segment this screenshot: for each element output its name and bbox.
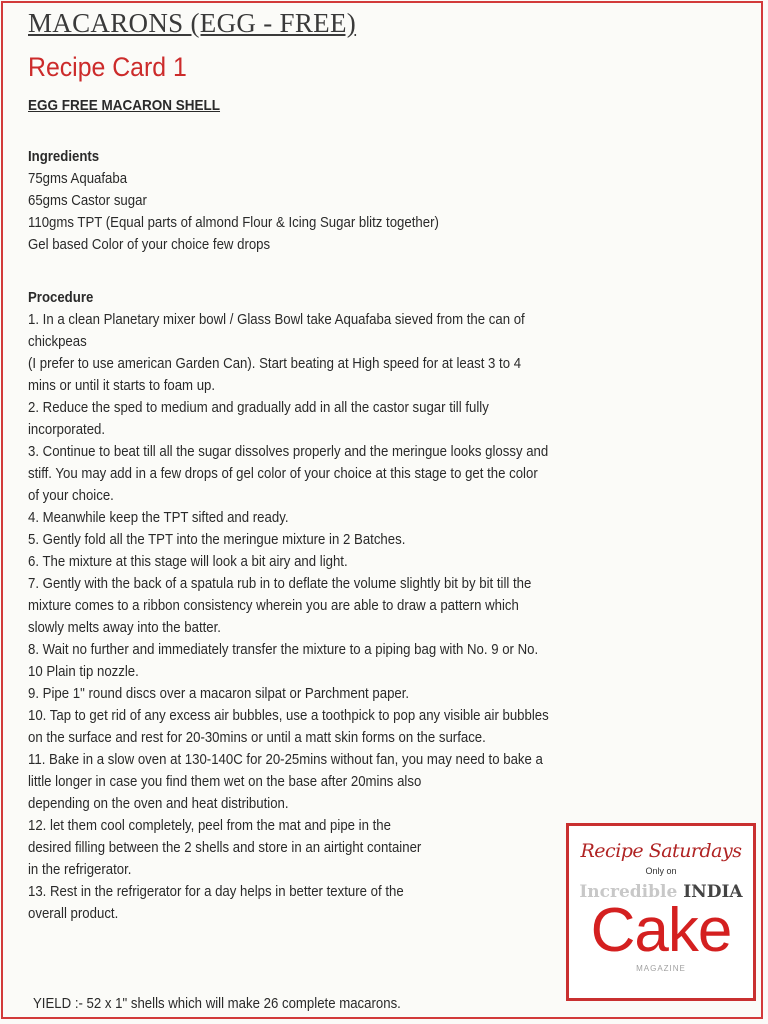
procedure-line: (I prefer to use american Garden Can). Start beating at High speed for at least 3 to 4 bbox=[28, 355, 522, 372]
logo-only-on: Only on bbox=[645, 866, 677, 876]
logo-cake-wordmark: Cake bbox=[590, 896, 732, 965]
procedure-line: desired filling between the 2 shells and store in an airtight container bbox=[28, 839, 422, 856]
ingredient-item: 65gms Castor sugar bbox=[28, 192, 147, 209]
logo-brand-dark: INDIA bbox=[683, 882, 743, 902]
procedure-line: 3. Continue to beat till all the sugar dissolves properly and the meringue looks glossy and bbox=[28, 443, 549, 460]
procedure-line: 10. Tap to get rid of any excess air bubbles, use a toothpick to pop any visible air bubbles bbox=[28, 707, 549, 724]
procedure-line: 1. In a clean Planetary mixer bowl / Glass Bowl take Aquafaba sieved from the can of bbox=[28, 311, 525, 328]
procedure-line: mins or until it starts to foam up. bbox=[28, 377, 216, 394]
procedure-line: mixture comes to a ribbon consistency wherein you are able to draw a pattern which bbox=[28, 597, 519, 614]
procedure-line: depending on the oven and heat distribution. bbox=[28, 795, 289, 812]
procedure-line: 4. Meanwhile keep the TPT sifted and ready. bbox=[28, 509, 289, 526]
ingredient-item: 110gms TPT (Equal parts of almond Flour & Icing Sugar blitz together) bbox=[28, 214, 439, 231]
procedure-line: of your choice. bbox=[28, 487, 114, 504]
procedure-line: in the refrigerator. bbox=[28, 861, 132, 878]
procedure-line: 12. let them cool completely, peel from the mat and pipe in the bbox=[28, 817, 391, 834]
procedure-line: 13. Rest in the refrigerator for a day helps in better texture of the bbox=[28, 883, 404, 900]
procedure-line: 11. Bake in a slow oven at 130-140C for 20-25mins without fan, you may need to bake a bbox=[28, 751, 543, 768]
procedure-line: 7. Gently with the back of a spatula rub in to deflate the volume slightly bit by bit till the bbox=[28, 575, 532, 592]
procedure-line: overall product. bbox=[28, 905, 119, 922]
procedure-line: 8. Wait no further and immediately transfer the mixture to a piping bag with No. 9 or No. bbox=[28, 641, 539, 658]
procedure-line: 10 Plain tip nozzle. bbox=[28, 663, 139, 680]
recipe-saturdays-logo bbox=[566, 823, 756, 1001]
section-title-shell: EGG FREE MACARON SHELL bbox=[28, 97, 221, 114]
procedure-line: 6. The mixture at this stage will look a bit airy and light. bbox=[28, 553, 348, 570]
procedure-line: little longer in case you find them wet on the base after 20mins also bbox=[28, 773, 422, 790]
ingredient-item: 75gms Aquafaba bbox=[28, 170, 128, 187]
procedure-heading: Procedure bbox=[28, 289, 94, 306]
ingredients-section bbox=[28, 146, 439, 256]
procedure-line: 2. Reduce the sped to medium and gradually add in all the castor sugar till fully bbox=[28, 399, 489, 416]
logo-script-text: Recipe Saturdays bbox=[580, 840, 742, 862]
logo-magazine: MAGAZINE bbox=[636, 964, 686, 973]
ingredients-heading: Ingredients bbox=[28, 148, 100, 165]
procedure-line: incorporated. bbox=[28, 421, 106, 438]
ingredient-item: Gel based Color of your choice few drops bbox=[28, 236, 271, 253]
recipe-card-subtitle: Recipe Card 1 bbox=[28, 52, 187, 82]
yield-text: YIELD :- 52 x 1" shells which will make 26 complete macarons. bbox=[33, 995, 401, 1012]
procedure-line: stiff. You may add in a few drops of gel color of your choice at this stage to get the color bbox=[28, 465, 538, 482]
procedure-line: slowly melts away into the batter. bbox=[28, 619, 221, 636]
procedure-line: on the surface and rest for 20-30mins or until a matt skin forms on the surface. bbox=[28, 729, 486, 746]
procedure-line: chickpeas bbox=[28, 333, 87, 350]
procedure-line: 9. Pipe 1" round discs over a macaron silpat or Parchment paper. bbox=[28, 685, 410, 702]
logo-brand-light: Incredible bbox=[579, 882, 678, 902]
page-title: MACARONS (EGG - FREE) bbox=[28, 8, 357, 38]
procedure-line: 5. Gently fold all the TPT into the meringue mixture in 2 Batches. bbox=[28, 531, 406, 548]
procedure-section bbox=[28, 287, 549, 925]
